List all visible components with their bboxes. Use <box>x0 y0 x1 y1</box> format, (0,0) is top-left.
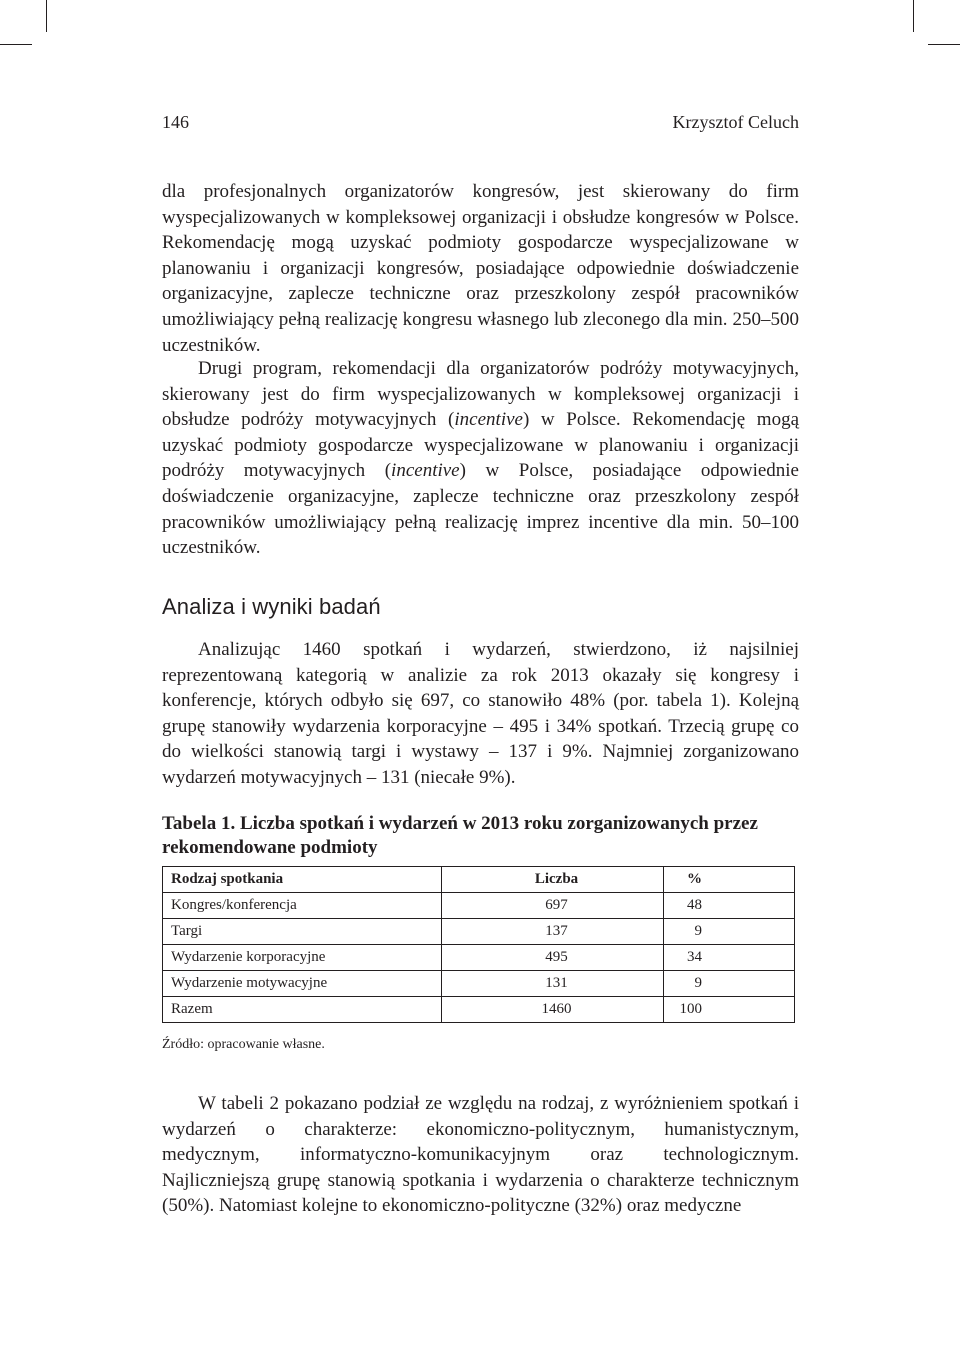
table-cell: 137 <box>442 919 664 945</box>
table-cell: 48 <box>664 893 795 919</box>
running-head-author: Krzysztof Celuch <box>672 112 799 132</box>
table-cell: 131 <box>442 971 664 997</box>
table-header-row <box>163 867 795 893</box>
table-row <box>163 997 795 1023</box>
table-cell: 9 <box>664 971 795 997</box>
crop-mark <box>928 44 960 45</box>
table-caption: Tabela 1. Liczba spotkań i wydarzeń w 2013 roku zorganizowanych przez rekomendowane podmioty <box>162 813 758 858</box>
table-cell: Kongres/konferencja <box>163 893 442 919</box>
paragraph-text: ) w Polsce. Rekomendację mogą uzyskać podmioty gospodarcze wyspecjalizowane w planowaniu i organizacji podróży motywacyjnych ( <box>162 409 800 482</box>
table-row <box>163 945 795 971</box>
paragraph-text: Drugi program, rekomendacji dla organizatorów podróży motywacyjnych, skierowany jest do firm wyspecjalizowanych w kompleksowej organizacji i obsłudze podróży motywacyjnych ( <box>162 358 799 431</box>
table-cell: 495 <box>442 945 664 971</box>
paragraph <box>162 356 799 561</box>
table-cell: Wydarzenie korporacyjne <box>163 945 442 971</box>
body-text-block <box>162 179 799 358</box>
page-number: 146 <box>162 112 189 132</box>
italic-term: incentive <box>391 460 460 482</box>
paragraph: Analizując 1460 spotkań i wydarzeń, stwierdzono, iż najsilniej reprezentowaną kategorią w analizie za rok 2013 okazały się kongresy i konferencje, których odbyło się 697, co stanowiło 48% (por. tabela 1). Kolejną grupę stanowiły wydarzenia korporacyjne – 495 i 34% spotkań. Trzecią grupę co do wielkości stanowią targi i wystawy – 137 i 9%. Najmniej zorganizowano wydarzeń motywacyjnych – 131 (niecałe 9%). <box>162 639 799 788</box>
table-cell: 697 <box>442 893 664 919</box>
column-header: Liczba <box>442 867 664 893</box>
crop-mark <box>46 0 47 32</box>
table-source-note: Źródło: opracowanie własne. <box>162 1037 325 1052</box>
body-text-block <box>162 1091 799 1219</box>
crop-mark <box>913 0 914 32</box>
table-cell: 1460 <box>442 997 664 1023</box>
paragraph: W tabeli 2 pokazano podział ze względu na rodzaj, z wyróżnieniem spotkań i wydarzeń o charakterze: ekonomiczno-politycznym, humanistycznym, medycznym, informatyczno-komunikacyjnym oraz technologicznym. Najliczniejszą grupę stanowią spotkania i wydarzenia o charakterze technicznym (50%). Natomiast kolejne to ekonomiczno-polityczne (32%) oraz medyczne <box>162 1093 799 1217</box>
column-header: Rodzaj spotkania <box>163 867 442 893</box>
paragraph-text: ) w Polsce, posiadające odpowiednie doświadczenie organizacyjne, zaplecze techniczne oraz przeszkolony zespół pracowników umożliwiający pełną realizację imprez incentive dla min. 50–100 uczestników. <box>162 460 799 559</box>
table-row <box>163 971 795 997</box>
data-table <box>162 866 795 1023</box>
crop-mark <box>0 44 32 45</box>
table-cell: 9 <box>664 919 795 945</box>
table-cell: Razem <box>163 997 442 1023</box>
paragraph: dla profesjonalnych organizatorów kongresów, jest skierowany do firm wyspecjalizowanych w kompleksowej organizacji i obsłudze kongresów w Polsce. Rekomendację mogą uzyskać podmioty gospodarcze wyspecjalizowane w planowaniu i organizacji kongresów, posiadające odpowiednie doświadczenie organizacyjne, zaplecze techniczne oraz przeszkolony zespół pracowników umożliwiający pełną realizację kongresu własnego lub zleconego dla min. 250–500 uczestników. <box>162 181 799 356</box>
italic-term: incentive <box>454 409 523 431</box>
table-cell: 34 <box>664 945 795 971</box>
table-row <box>163 919 795 945</box>
table-row <box>163 893 795 919</box>
table-cell: 100 <box>664 997 795 1023</box>
table-cell: Targi <box>163 919 442 945</box>
body-text-block <box>162 356 799 561</box>
table-cell: Wydarzenie motywacyjne <box>163 971 442 997</box>
section-heading: Analiza i wyniki badań <box>162 594 381 619</box>
column-header: % <box>664 867 795 893</box>
body-text-block <box>162 637 799 791</box>
